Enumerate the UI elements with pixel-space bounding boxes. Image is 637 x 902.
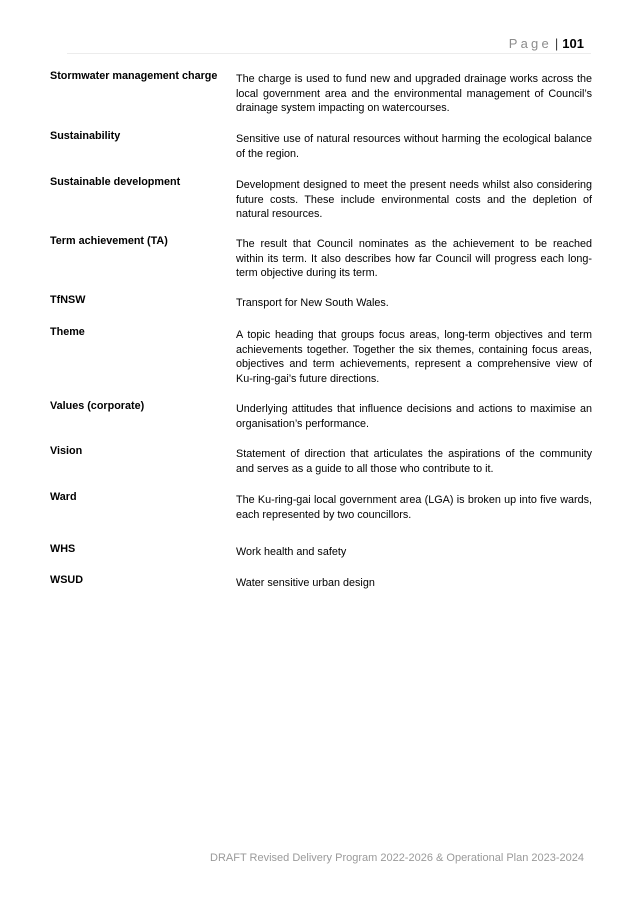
glossary-definition: Development designed to meet the present needs whilst also considering future costs. These include environmental costs and the depletion of natural resources.: [236, 179, 592, 221]
glossary-term: TfNSW: [50, 294, 86, 306]
glossary-definition: Transport for New South Wales.: [236, 297, 389, 309]
glossary-definition: A topic heading that groups focus areas, long-term objectives and term achievements together. Together the six themes, containing focus areas, objectives and term achievements, represent a comprehensive view of Ku-ring-gai’s future directions.: [236, 329, 592, 385]
glossary-definition: Statement of direction that articulates the aspirations of the community and serves as a guide to all those who contribute to it.: [236, 448, 592, 475]
glossary-definition: Sensitive use of natural resources without harming the ecological balance of the region.: [236, 133, 592, 160]
glossary-term: Values (corporate): [50, 400, 145, 412]
glossary-definition: Underlying attitudes that influence decisions and actions to maximise an organisation’s performance.: [236, 403, 592, 430]
page-header: [509, 35, 584, 53]
glossary-term: Ward: [50, 491, 77, 503]
glossary-term: Theme: [50, 326, 85, 338]
glossary-term: Term achievement (TA): [50, 235, 168, 247]
page-separator: |: [554, 36, 559, 51]
glossary-term: Stormwater management charge: [50, 70, 218, 82]
page-label: Page: [508, 36, 552, 51]
glossary-term: WHS: [50, 543, 76, 555]
header-divider: [67, 53, 591, 54]
glossary-definition: The result that Council nominates as the achievement to be reached within its term. It also describes how far Council will progress each long-term objective during its term.: [236, 238, 592, 280]
glossary-term: WSUD: [50, 574, 83, 586]
page-number: 101: [562, 36, 584, 51]
glossary-definition: The Ku-ring-gai local government area (LGA) is broken up into five wards, each represented by two councillors.: [236, 494, 592, 521]
glossary-definition: Water sensitive urban design: [236, 577, 375, 589]
glossary-definition: Work health and safety: [236, 546, 347, 558]
glossary-definition: The charge is used to fund new and upgraded drainage works across the local government area and the environmental management of Council’s drainage system impacting on watercourses.: [236, 73, 592, 115]
glossary-term: Sustainable development: [50, 176, 181, 188]
glossary-term: Vision: [50, 445, 83, 457]
document-footer: DRAFT Revised Delivery Program 2022-2026 & Operational Plan 2023-2024: [210, 852, 584, 864]
glossary-term: Sustainability: [50, 130, 121, 142]
